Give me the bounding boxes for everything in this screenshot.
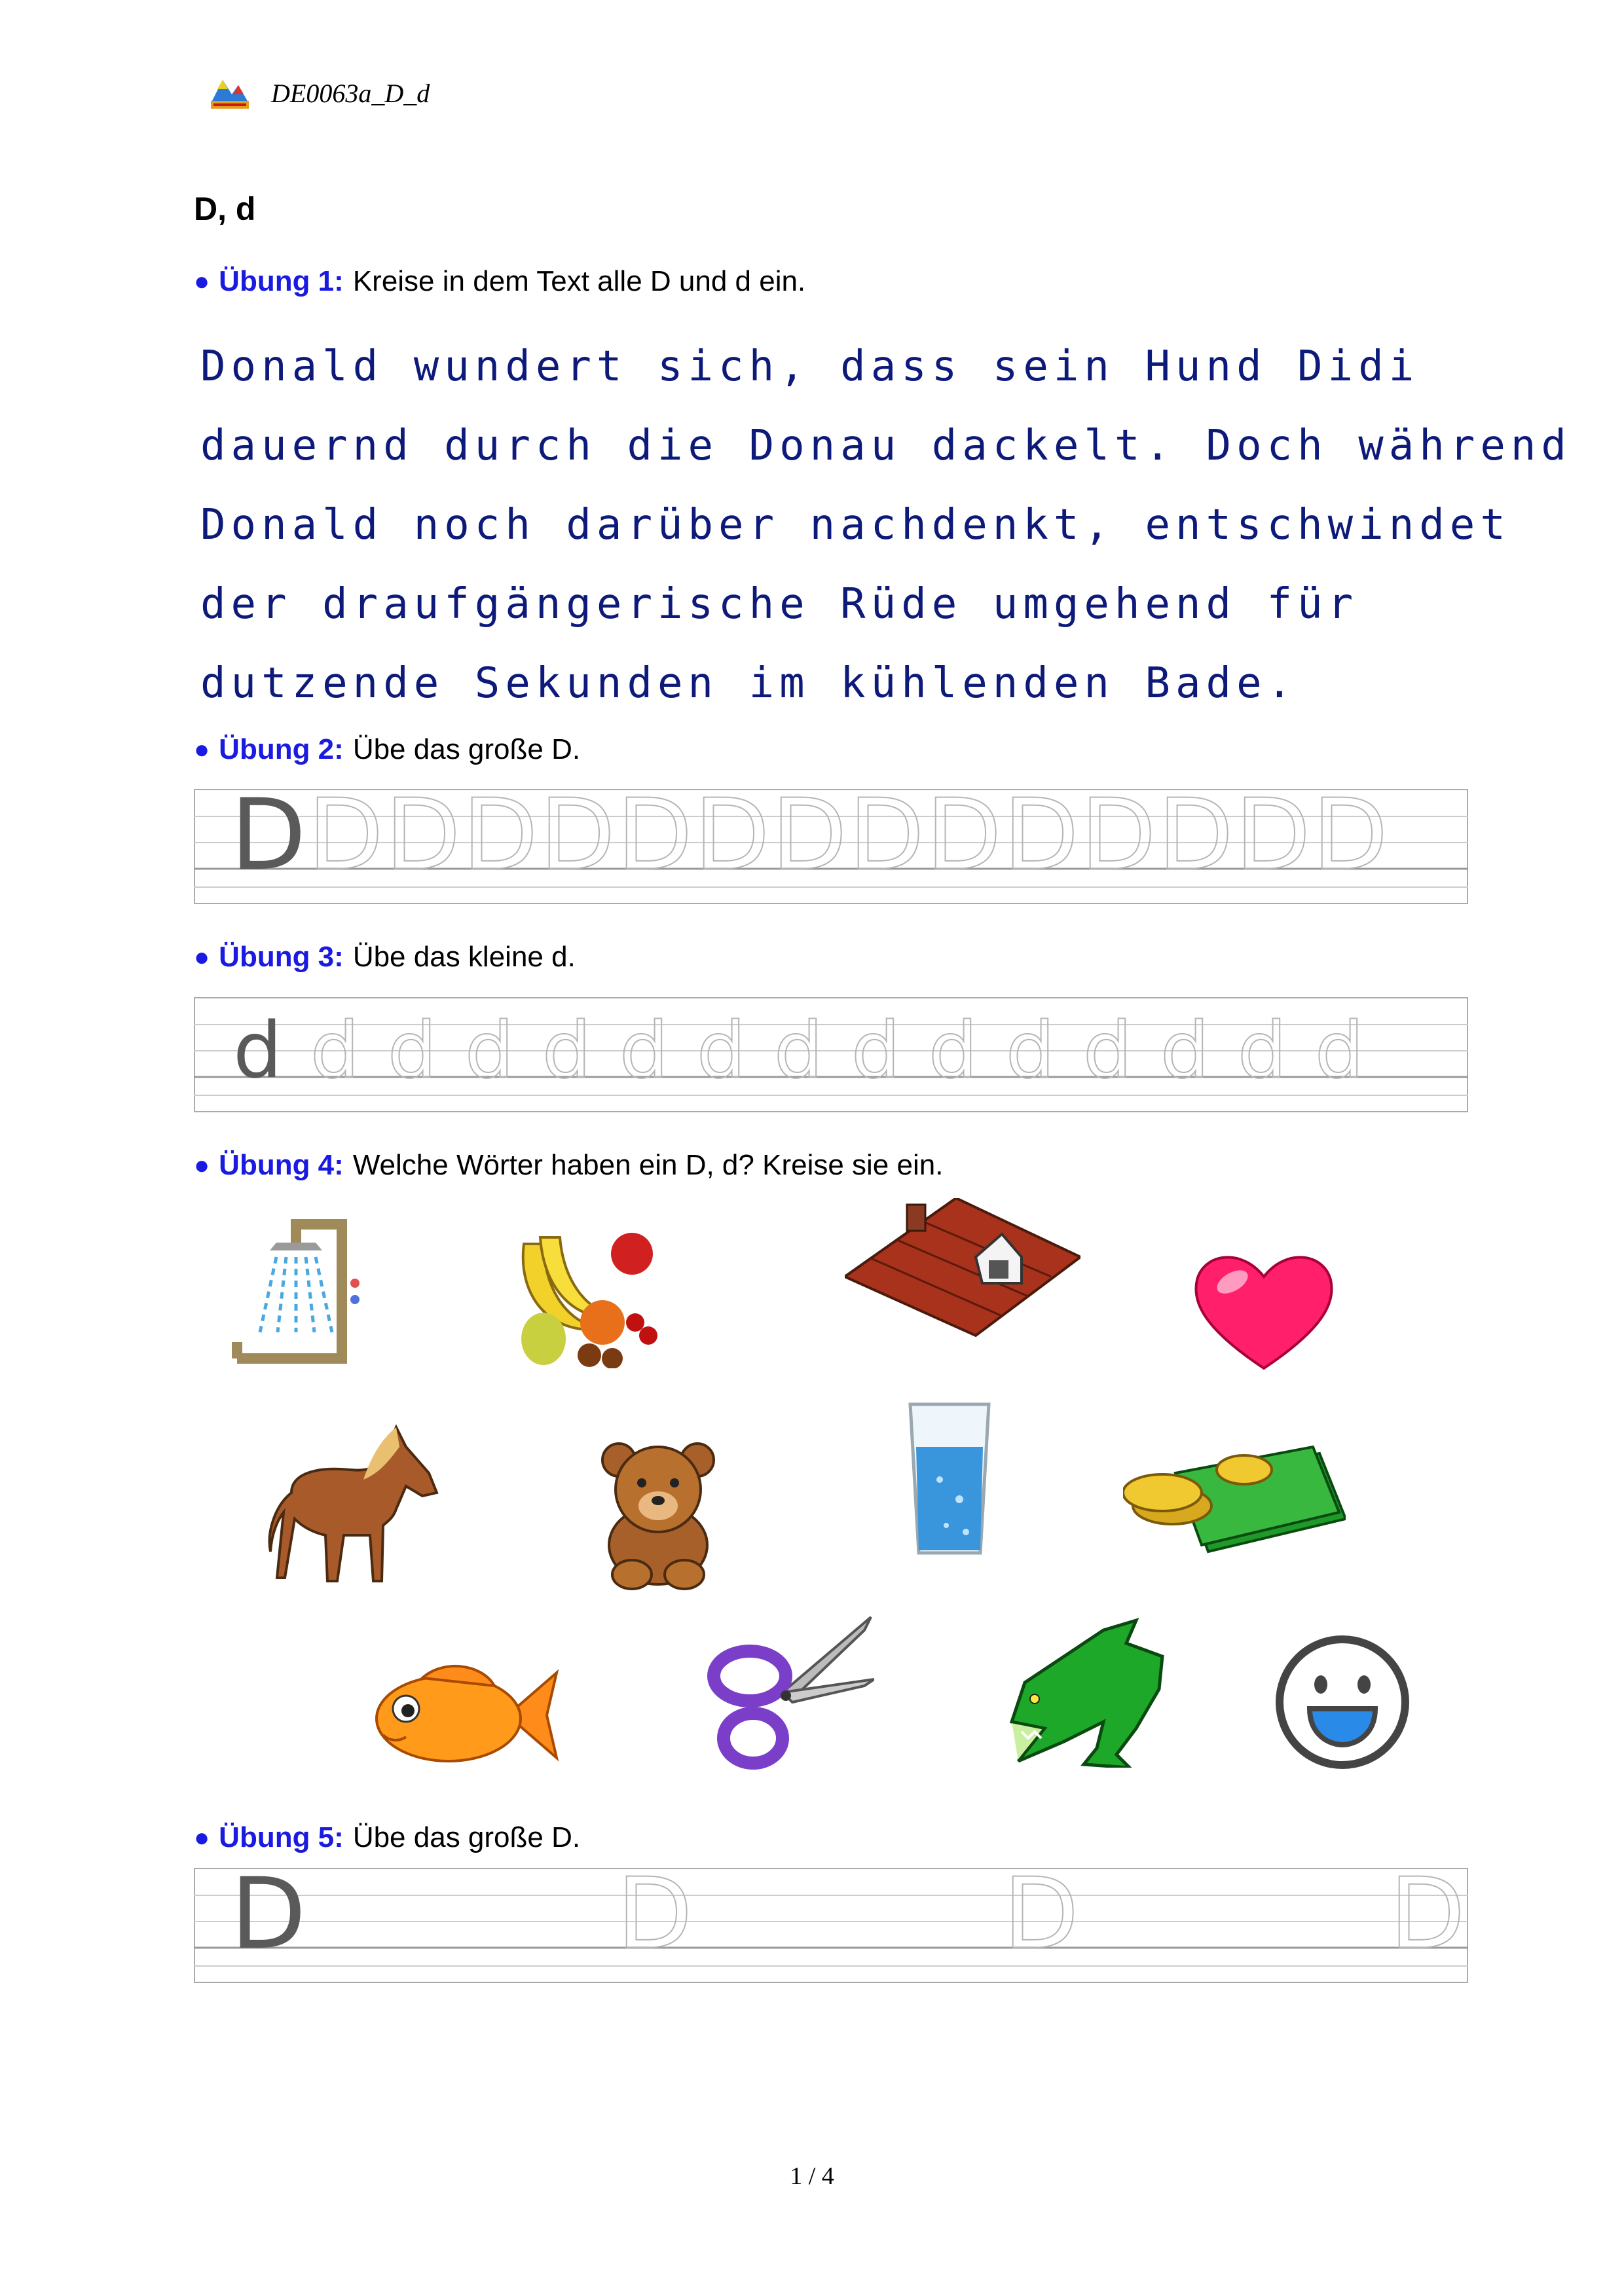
trace-letter: D — [1158, 778, 1234, 892]
exercise-instruction: Welche Wörter haben ein D, d? Kreise sie ein. — [352, 1149, 944, 1181]
exercise-instruction: Kreise in dem Text alle D und d ein. — [352, 265, 806, 297]
bullet: ● — [194, 942, 210, 972]
bullet: ● — [194, 266, 210, 296]
model-letter: d — [233, 1005, 282, 1095]
exercise-instruction: Übe das kleine d. — [352, 941, 576, 973]
trace-letter: d — [774, 1005, 823, 1095]
exercise-label: Übung 3: — [219, 941, 344, 973]
trace-letter: d — [388, 1005, 437, 1095]
document-header — [208, 73, 430, 113]
trace-letter: d — [542, 1005, 591, 1095]
trace-letter: d — [1083, 1005, 1132, 1095]
exercise-5-heading — [194, 1821, 580, 1854]
trace-letter: D — [694, 778, 770, 892]
story-line: Donald wundert sich, dass sein Hund Didi — [200, 342, 1420, 391]
mountain-logo-icon — [208, 75, 251, 111]
horse-icon — [265, 1421, 442, 1591]
trace-letter: D — [1312, 778, 1388, 892]
trace-letter: d — [465, 1005, 514, 1095]
exercise-2-heading — [194, 733, 580, 766]
trace-letter: d — [929, 1005, 978, 1095]
trace-letter: D — [1235, 778, 1311, 892]
roof-icon — [845, 1198, 1080, 1342]
smiley-icon — [1274, 1633, 1411, 1771]
bullet: ● — [194, 1823, 210, 1852]
exercise-label: Übung 2: — [219, 733, 344, 765]
trace-letter: d — [697, 1005, 746, 1095]
trace-letter: D — [1003, 778, 1079, 892]
story-line: der draufgängerische Rüde umgehend für — [200, 580, 1359, 629]
trace-letter: d — [619, 1005, 669, 1095]
exercise-label: Übung 5: — [219, 1821, 344, 1853]
trace-letter: D — [540, 778, 616, 892]
writing-practice-row-lower — [194, 997, 1468, 1112]
trace-letter: D — [926, 778, 1002, 892]
exercise-3-heading — [194, 941, 576, 974]
trace-letter: D — [1003, 1857, 1079, 1971]
exercise-label: Übung 1: — [219, 265, 344, 297]
scissors-icon — [704, 1614, 874, 1771]
shower-icon — [231, 1211, 388, 1368]
bullet: ● — [194, 735, 210, 764]
trace-letter: d — [851, 1005, 900, 1095]
fruit-icon — [511, 1224, 668, 1368]
trace-letter: d — [1315, 1005, 1364, 1095]
teddy-bear-icon — [593, 1440, 724, 1591]
page-title: D, d — [194, 191, 256, 227]
story-line: dutzende Sekunden im kühlenden Bade. — [200, 659, 1298, 708]
trace-letter: D — [1080, 778, 1156, 892]
writing-lines — [194, 1868, 1468, 1983]
story-line: Donald noch darüber nachdenkt, entschwindet — [200, 501, 1511, 549]
model-letter: D — [231, 1857, 306, 1971]
trace-letter: D — [617, 778, 693, 892]
bullet: ● — [194, 1150, 210, 1180]
story-text — [200, 327, 1572, 723]
exercise-instruction: Übe das große D. — [352, 1821, 581, 1853]
crocodile-icon — [1005, 1617, 1169, 1768]
trace-letter: d — [1160, 1005, 1209, 1095]
exercise-instruction: Übe das große D. — [352, 733, 581, 765]
heart-icon — [1192, 1244, 1336, 1375]
goldfish-icon — [370, 1660, 560, 1771]
exercise-4-heading — [194, 1149, 943, 1182]
trace-letter: D — [462, 778, 538, 892]
trace-letter: d — [310, 1005, 360, 1095]
trace-letter: D — [1390, 1857, 1466, 1971]
writing-practice-row-upper — [194, 778, 1468, 904]
model-letter: D — [231, 778, 306, 892]
trace-letter: D — [617, 1857, 693, 1971]
exercise-label: Übung 4: — [219, 1149, 344, 1181]
trace-letter: D — [771, 778, 847, 892]
exercise-1-heading — [194, 265, 805, 298]
writing-practice-row-upper-wide — [194, 1857, 1468, 1983]
trace-letter: D — [849, 778, 925, 892]
page-number: 1 / 4 — [790, 2162, 834, 2190]
trace-letter: d — [1006, 1005, 1055, 1095]
document-code: DE0063a_D_d — [271, 78, 430, 108]
story-line: dauernd durch die Donau dackelt. Doch während — [200, 422, 1572, 470]
money-icon — [1123, 1440, 1346, 1558]
trace-letter: d — [1238, 1005, 1287, 1095]
water-glass-icon — [907, 1401, 992, 1558]
trace-letter: D — [308, 778, 384, 892]
trace-letter: D — [385, 778, 461, 892]
